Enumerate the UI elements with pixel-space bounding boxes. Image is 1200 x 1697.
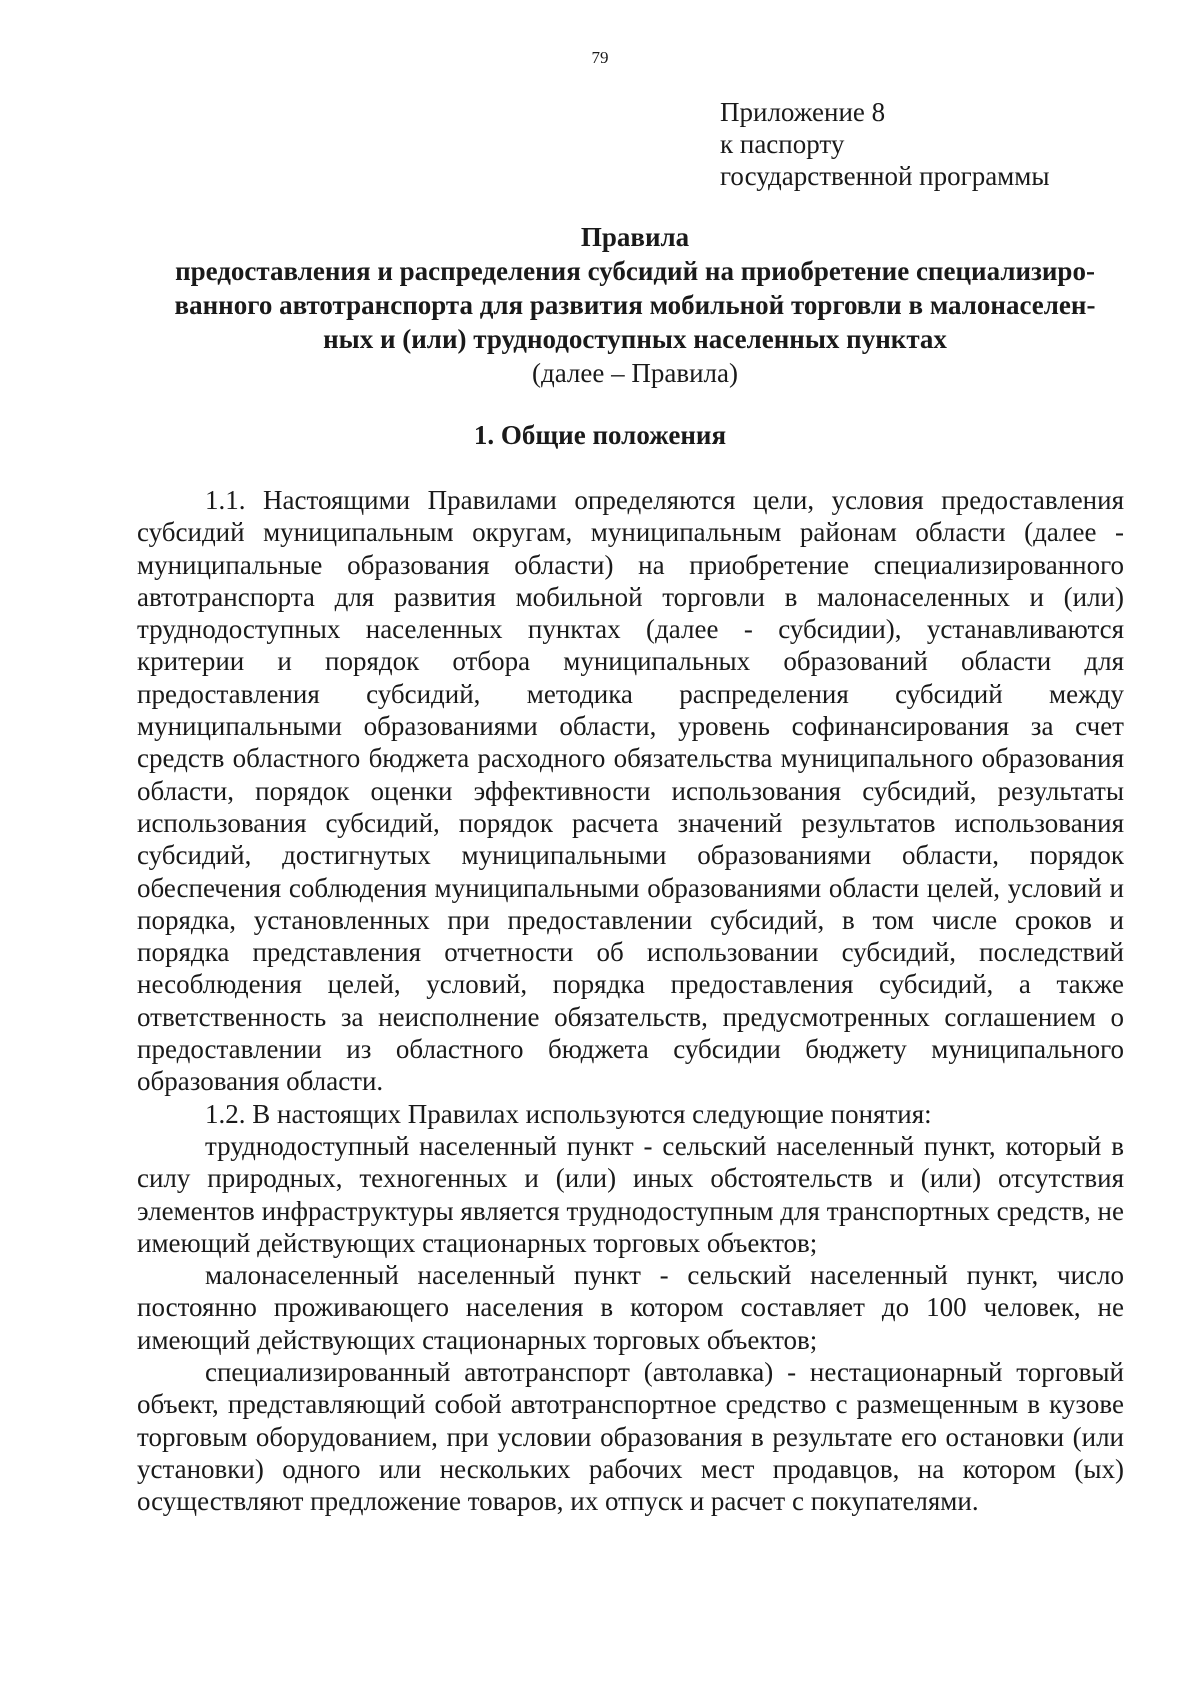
definition-sparsely-populated: малонаселенный населенный пункт - сельский населенный пункт, число постоянно проживающего населения в котором составляет до 100 человек, не имеющий действующих стационарных торговых объектов; — [137, 1260, 1124, 1355]
appendix-line-3: государственной программы — [720, 161, 1050, 191]
page-number: 79 — [591, 48, 609, 67]
appendix-note — [720, 96, 1050, 192]
definition-hard-to-reach: труднодоступный населенный пункт - сельский населенный пункт, который в силу природных, техногенных и (или) иных обстоятельств и (или) отсутствия элементов инфраструктуры является труднодоступным для транспортных средств, не имеющий действующих стационарных торговых объектов; — [137, 1130, 1124, 1258]
section-heading: 1. Общие положения — [473, 420, 727, 450]
title-note: (далее – Правила) — [531, 358, 739, 388]
definition-mobile-shop: специализированный автотранспорт (автолавка) - нестационарный торговый объект, представляющий собой автотранспортное средство с размещенным в кузове торговым оборудованием, при условии образования в результате его остановки (или установки) одного или нескольких рабочих мест продавцов, на котором (ых) осуществляют предложение товаров, их отпуск и расчет с покупателями. — [137, 1357, 1124, 1517]
title-line-2: ванного автотранспорта для развития мобильной торговли в малонаселен- — [174, 290, 1096, 320]
paragraph-1-1: 1.1. Настоящими Правилами определяются цели, условия предоставления субсидий муниципальным округам, муниципальным районам области (далее - муниципальные образования области) на приобретение специализированного автотранспорта для развития мобильной торговли в малонаселенных и (или) труднодоступных населенных пунктах (далее - субсидии), устанавливаются критерии и порядок отбора муниципальных образований области для предоставления субсидий, методика распределения субсидий между муниципальными образованиями области, уровень софинансирования за счет средств областного бюджета расходного обязательства муниципального образования области, порядок оценки эффективности использования субсидий, результаты использования субсидий, порядок расчета значений результатов использования субсидий, достигнутых муниципальными образованиями области, порядок обеспечения соблюдения муниципальными образованиями области целей, условий и порядка, установленных при предоставлении субсидий, в том числе сроков и порядка представления отчетности об использовании субсидий, последствий несоблюдения целей, условий, порядка предоставления субсидий, а также ответственность за неисполнение обязательств, предусмотренных соглашением о предоставлении из областного бюджета субсидии бюджету муниципального образования области. — [137, 485, 1124, 1097]
paragraph-1-2: 1.2. В настоящих Правилах используются следующие понятия: — [205, 1098, 932, 1129]
title-line-3: ных и (или) труднодоступных населенных пунктах — [323, 324, 947, 354]
appendix-line-2: к паспорту — [720, 129, 845, 159]
appendix-line-1: Приложение 8 — [720, 97, 886, 127]
body-text — [137, 484, 1124, 1518]
title-line-1: предоставления и распределения субсидий на приобретение специализиро- — [175, 256, 1095, 286]
title-heading: Правила — [580, 222, 690, 252]
document-title — [140, 220, 1130, 390]
